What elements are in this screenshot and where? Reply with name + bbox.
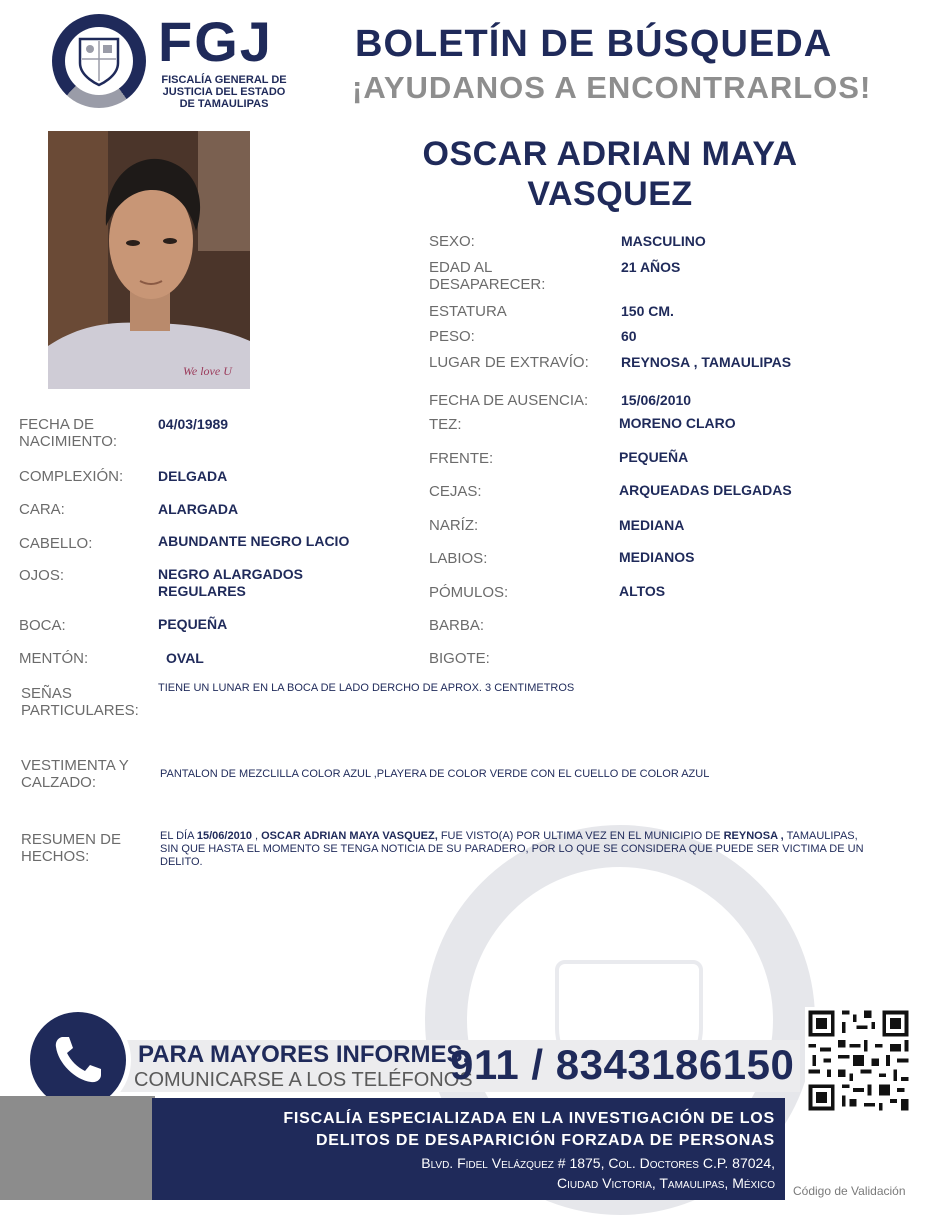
detail-label: MENTÓN:	[19, 650, 89, 667]
bulletin-title: BOLETÍN DE BÚSQUEDA	[355, 23, 833, 65]
detail-label: LABIOS:	[429, 550, 488, 567]
fiscalia-name-line1: FISCALÍA ESPECIALIZADA EN LA INVESTIGACIÓN DE LOS	[283, 1110, 775, 1127]
detail-label: CABELLO:	[19, 535, 93, 552]
detail-value: OVAL	[166, 650, 204, 666]
detail-label: OJOS:	[19, 567, 65, 584]
validation-code-label: Código de Validación	[793, 1184, 906, 1198]
detail-label: EDAD AL DESAPARECER:	[429, 259, 546, 293]
detail-value: REYNOSA , TAMAULIPAS	[621, 354, 792, 370]
detail-label: FECHA DE AUSENCIA:	[429, 392, 589, 409]
detail-value: MEDIANA	[619, 517, 685, 533]
detail-label: PESO:	[429, 328, 475, 345]
person-name: OSCAR ADRIAN MAYA VASQUEZ	[422, 135, 798, 213]
fiscalia-address-line1: Blvd. Fidel Velázquez # 1875, Col. Doctores C.P. 87024,	[421, 1155, 775, 1171]
fgj-logo-subtitle: FISCALÍA GENERAL DE JUSTICIA DEL ESTADO DE TAMAULIPAS	[161, 74, 287, 110]
detail-value: NEGRO ALARGADOS REGULARES	[158, 566, 303, 599]
detail-value: 04/03/1989	[158, 416, 229, 432]
detail-value: 15/06/2010	[621, 392, 692, 408]
detail-label: FRENTE:	[429, 450, 494, 467]
fiscalia-name-line2: DELITOS DE DESAPARICIÓN FORZADA DE PERSONAS	[315, 1132, 775, 1149]
detail-value: MORENO CLARO	[619, 415, 736, 431]
missing-person-photo	[48, 131, 250, 389]
detail-label: ESTATURA	[429, 303, 507, 320]
detail-label: BARBA:	[429, 617, 485, 634]
detail-value: PEQUEÑA	[619, 449, 689, 465]
detail-label: BOCA:	[19, 617, 66, 634]
detail-label: LUGAR DE EXTRAVÍO:	[429, 354, 589, 371]
detail-label: NARÍZ:	[429, 517, 479, 534]
validation-qr-code[interactable]	[805, 1007, 912, 1114]
coat-of-arms-icon	[65, 27, 133, 95]
detail-value: MASCULINO	[621, 233, 706, 249]
detail-label: CEJAS:	[429, 483, 482, 500]
senas-label: SEÑAS PARTICULARES:	[21, 685, 139, 719]
detail-label: PÓMULOS:	[429, 584, 509, 601]
fgj-logo-text: FGJ	[158, 10, 273, 73]
comunicarse-text: COMUNICARSE A LOS TELÉFONOS	[134, 1069, 473, 1091]
detail-value: ALARGADA	[158, 501, 239, 517]
detail-label: COMPLEXIÓN:	[19, 468, 124, 485]
contact-phone-number: 911 / 8343186150	[450, 1041, 795, 1088]
senas-value: TIENE UN LUNAR EN LA BOCA DE LADO DERCHO DE APROX. 3 CENTIMETROS	[158, 682, 575, 694]
detail-value: ABUNDANTE NEGRO LACIO	[158, 533, 350, 549]
bulletin-subtitle: ¡AYUDANOS A ENCONTRARLOS!	[352, 70, 872, 105]
resumen-value: EL DÍA 15/06/2010 , OSCAR ADRIAN MAYA VASQUEZ, FUE VISTO(A) POR ULTIMA VEZ EN EL MUNICIPIO DE REYNOSA , TAMAULIPAS, SIN QUE HASTA EL MOMENTO SE TENGA NOTICIA DE SU PARADERO, POR LO QUE SE CONSIDERA QUE PUEDE SER VICTIMA DE UN DELITO.	[160, 830, 864, 868]
detail-value: 21 AÑOS	[621, 259, 681, 275]
vestimenta-value: PANTALON DE MEZCLILLA COLOR AZUL ,PLAYERA DE COLOR VERDE CON EL CUELLO DE COLOR AZUL	[160, 768, 710, 780]
resumen-label: RESUMEN DE HECHOS:	[21, 831, 122, 865]
detail-value: 150 CM.	[621, 303, 674, 319]
informes-text: PARA MAYORES INFORMES,	[138, 1041, 470, 1068]
detail-label: SEXO:	[429, 233, 475, 250]
detail-label: BIGOTE:	[429, 650, 490, 667]
fiscalia-address-line2: Ciudad Victoria, Tamaulipas, México	[557, 1175, 775, 1191]
fgj-logo-emblem	[52, 14, 146, 108]
shirt-print-text: We love U	[183, 364, 232, 378]
detail-value: ARQUEADAS DELGADAS	[619, 482, 792, 498]
detail-value: ALTOS	[619, 583, 666, 599]
detail-value: PEQUEÑA	[158, 616, 228, 632]
detail-value: MEDIANOS	[619, 549, 695, 565]
detail-label: TEZ:	[429, 416, 462, 433]
detail-value: DELGADA	[158, 468, 228, 484]
detail-label: FECHA DE NACIMIENTO:	[19, 416, 118, 450]
detail-value: 60	[621, 328, 637, 344]
vestimenta-label: VESTIMENTA Y CALZADO:	[21, 757, 129, 791]
detail-label: CARA:	[19, 501, 65, 518]
footer-gray-block	[0, 1096, 155, 1200]
